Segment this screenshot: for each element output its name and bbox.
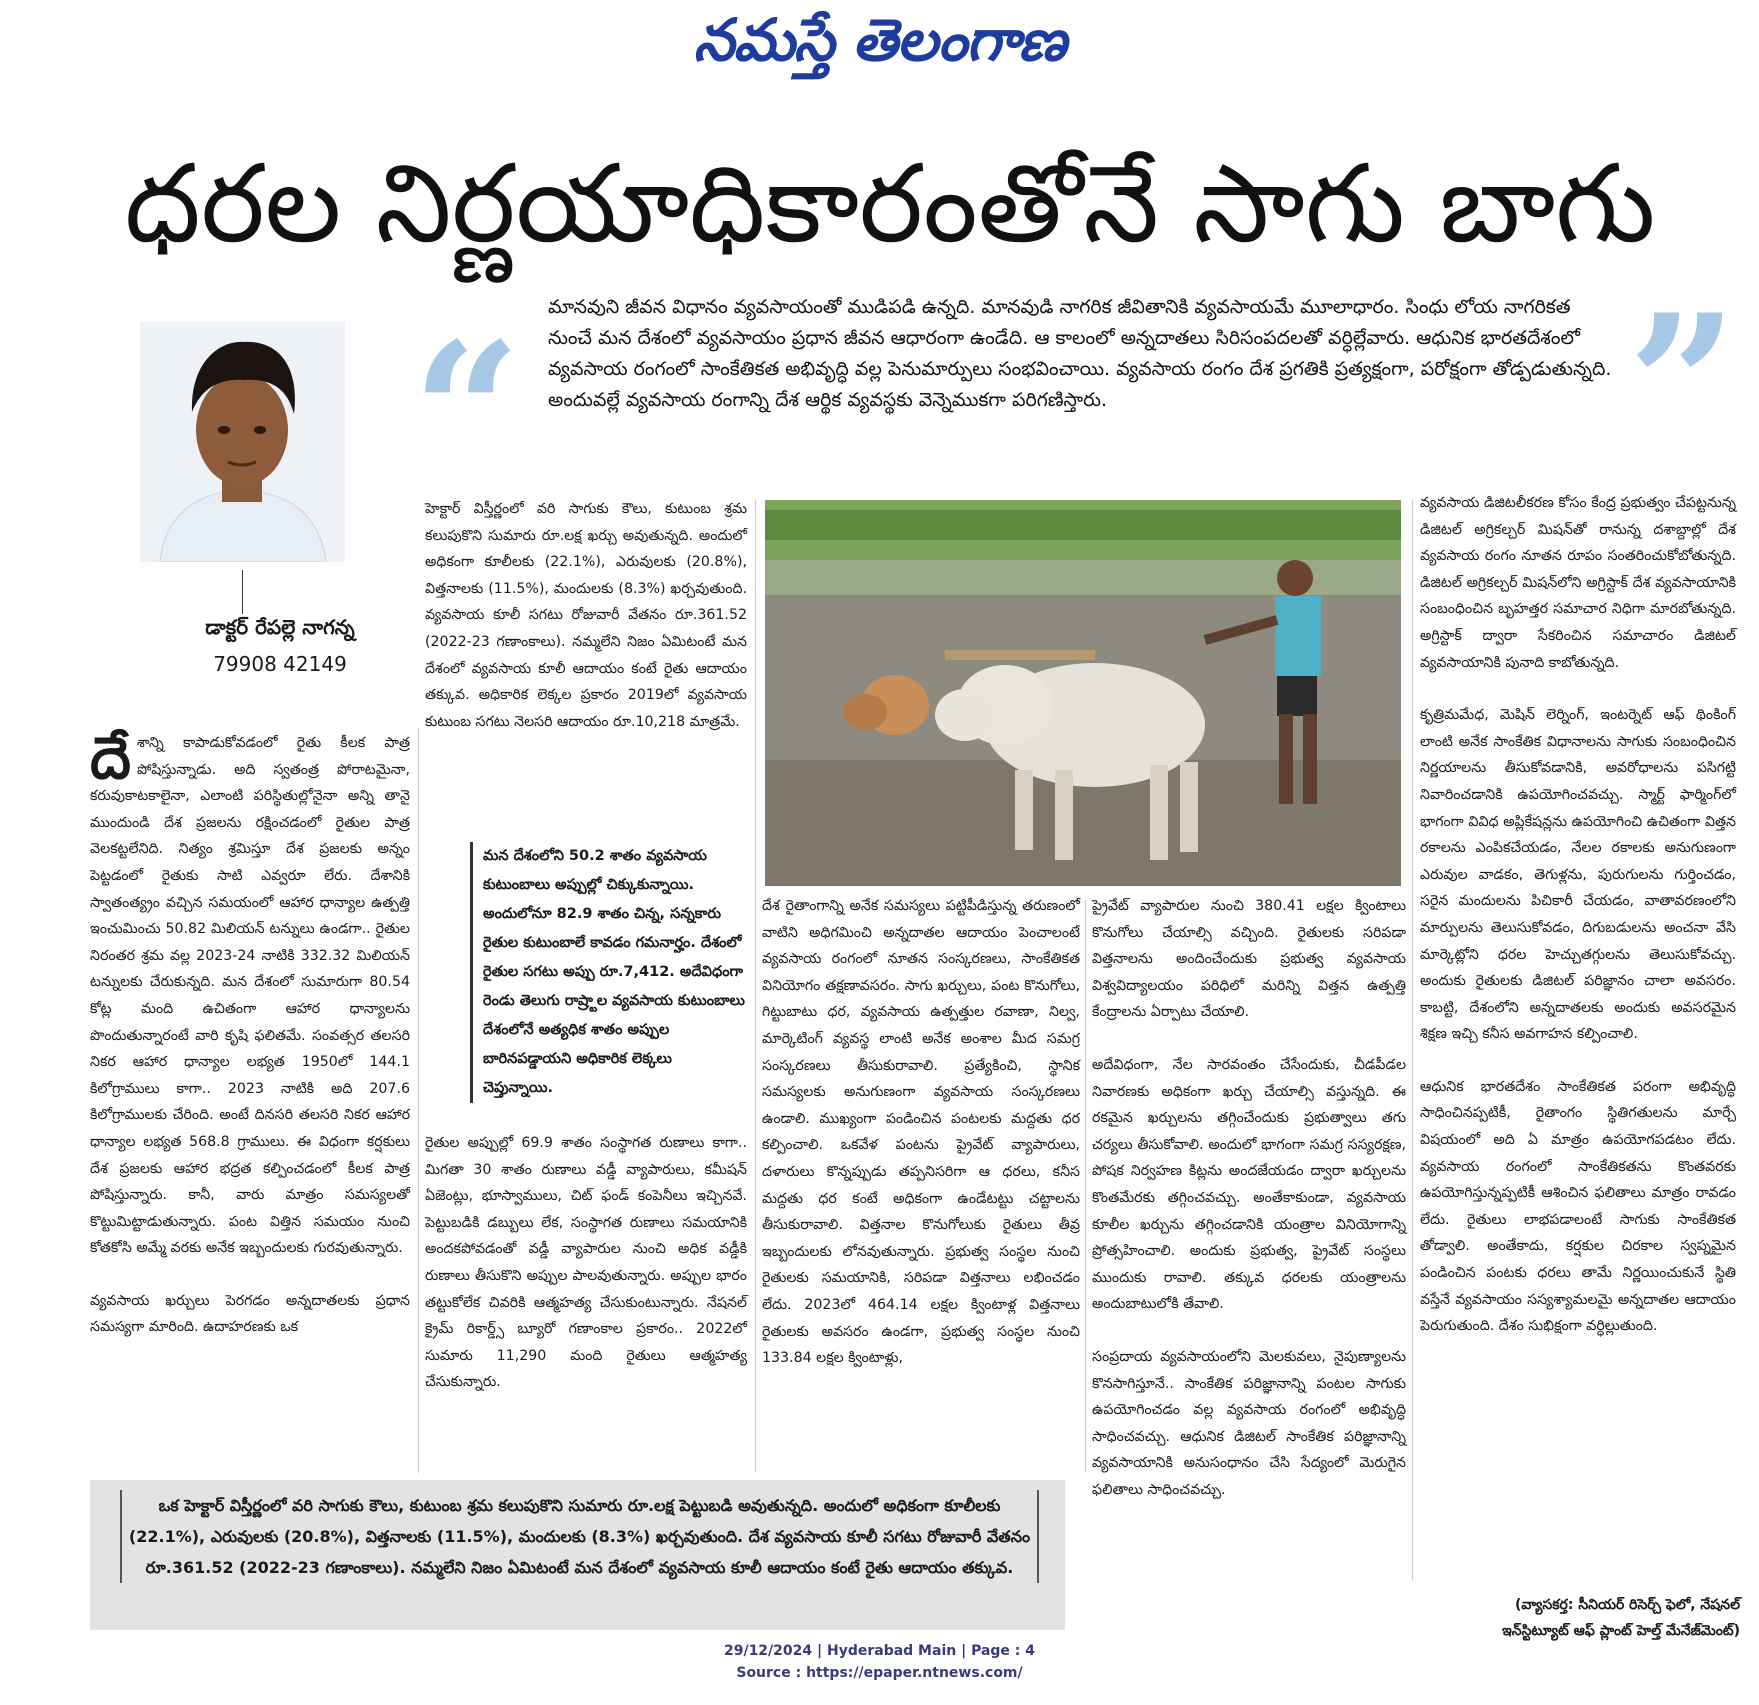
footer	[0, 1640, 1759, 1684]
author-divider	[242, 570, 243, 614]
paragraph: కృత్రిమమేధ, మెషిన్ లెర్నింగ్, ఇంటర్నెట్ ఆఫ్ థింకింగ్ లాంటి అనేక సాంకేతిక విధానాలను సాగుకు సంబంధించిన నిర్ణయాలను తీసుకోవడానికి, అవరోధాలను పసిగట్టి నివారించడానికి ఉపయోగించవచ్చు. స్మార్ట్ ఫార్మింగ్‌లో భాగంగా వివిధ అప్లికేషన్లను ఉపయోగించి ఉచితంగా విత్తన రకాలను ఎంపికచేయడం, నేలల రకాలకు అనుగుణంగా ఎరువుల వాడకం, తెగుళ్లను, పురుగులను గుర్తించడం, సరైన మందులను పిచికారీ చేయడం, వాతావరణంలోని మార్పులను తెలుసుకోవడం, దిగుబడులను అంచనా వేసి మార్కెట్లోని ధరల హెచ్చుతగ్గులను తెలుసుకోవచ్చు. అందుకు రైతులకు డిజిటల్ పరిజ్ఞానం చాలా అవసరం. కాబట్టి, దేశంలోని అన్నదాతలకు అందుకు అవసరమైన శిక్షణ ఇచ్చి కనీస అవగాహన కల్పించాలి.	[1420, 707, 1736, 1043]
column-rule	[418, 728, 419, 1473]
column-rule	[1085, 900, 1086, 1472]
paragraph: హెక్టార్ విస్తీర్ణంలో వరి సాగుకు కౌలు, కుటుంబ శ్రమ కలుపుకొని సుమారు రూ.లక్ష ఖర్చు అవుతున్నది. అందులో అధికంగా కూలీలకు (22.1%), ఎరువులకు (20.8%), విత్తనాలకు (11.5%), మందులకు (8.3%) ఖర్చవుతుంది. వ్యవసాయ కూలీ సగటు రోజువారీ వేతనం రూ.361.52 (2022-23 గణాంకాలు). నమ్మలేని నిజం ఏమిటంటే మన దేశంలో వ్యవసాయ కూలీ ఆదాయం కంటే రైతు ఆదాయం తక్కువ. అధికారిక లెక్కల ప్రకారం 2019లో వ్యవసాయ కుటుంబ సగటు నెలసరి ఆదాయం రూ.10,218 మాత్రమే.	[425, 501, 747, 730]
highlight-text: ఒక హెక్టార్ విస్తీర్ణంలో వరి సాగుకు కౌలు, కుటుంబ శ్రమ కలుపుకొని సుమారు రూ.లక్ష పెట్టుబడి అవుతున్నది. అందులో అధికంగా కూలీలకు (22.1%), ఎరువులకు (20.8%), విత్తనాలకు (11.5%), మందులకు (8.3%) ఖర్చవుతుంది. దేశ వ్యవసాయ కూలీ సగటు రోజువారీ వేతనం రూ.361.52 (2022-23 గణాంకాలు). నమ్మలేని నిజం ఏమిటంటే మన దేశంలో వ్యవసాయ కూలీ ఆదాయం కంటే రైతు ఆదాయం తక్కువ.	[120, 1490, 1039, 1583]
paragraph: ఆధునిక భారతదేశం సాంకేతికత పరంగా అభివృద్ధి సాధించినప్పటికీ, రైతాంగం స్థితిగతులను మార్చే విషయంలో అది ఏ మాత్రం ఉపయోగపడటం లేదు. వ్యవసాయ రంగంలో సాంకేతికతను కొంతవరకు ఉపయోగిస్తున్నప్పటికీ ఆశించిన ఫలితాలు మాత్రం రావడం లేదు. రైతులు లాభపడాలంటే సాగుకు సాంకేతికత తోడ్వాలి. అంతేకాదు, కర్షకుల చిరకాల స్వప్నమైన పండించిన పంటకు ధరలు తామే నిర్ణయించుకునే స్థితి వస్తేనే వ్యవసాయం సస్యశ్యామలమై అన్నదాతల ఆదాయం పెరుగుతుంది. దేశం సుభిక్షంగా వర్ధిల్లుతుంది.	[1420, 1078, 1736, 1335]
article-column-3	[762, 893, 1080, 1398]
author-phone: 79908 42149	[213, 652, 347, 676]
masthead-logo: నమస్తే తెలంగాణ	[693, 6, 1066, 74]
article-column-2-lower	[425, 1130, 747, 1422]
article-column-5	[1420, 490, 1736, 1366]
author-photo	[140, 322, 345, 562]
headline: ధరల నిర్ణయాధికారంతోనే సాగు బాగు	[124, 142, 1656, 267]
dropcap: దే	[90, 724, 131, 792]
paragraph: రైతుల అప్పుల్లో 69.9 శాతం సంస్థాగత రుణాలు కాగా.. మిగతా 30 శాతం రుణాలు వడ్డీ వ్యాపారులు, కమీషన్ ఏజెంట్లు, భూస్వాములు, చిట్ ఫండ్ కంపెనీలు ఇచ్చినవే. పెట్టుబడికి డబ్బులు లేక, సంస్థాగత రుణాలు సమయానికి అందకపోవడంతో వడ్డీ వ్యాపారుల నుంచి అధిక వడ్డీకి రుణాలు తీసుకొని అప్పుల పాలవుతున్నారు. అప్పుల భారం తట్టుకోలేక చివరికి ఆత్మహత్య చేసుకుంటున్నారు. నేషనల్ క్రైమ్ రికార్డ్స్ బ్యూరో గణాంకాల ప్రకారం.. 2022లో సుమారు 11,290 మంది రైతులు ఆత్మహత్య చేసుకున్నారు.	[425, 1135, 747, 1391]
paragraph: శాన్ని కాపాడుకోవడంలో రైతు కీలక పాత్ర పోషిస్తున్నాడు. అది స్వతంత్ర పోరాటమైనా, కరువుకాటకాలైనా, ఎలాంటి పరిస్థితుల్లోనైనా అన్ని తానై ముందుండి దేశ ప్రజలను రక్షించడంలో రైతుల పాత్ర వెలకట్టలేనిది. నిత్యం శ్రమిస్తూ దేశ ప్రజలకు అన్నం పెట్టడంలో రైతుకు సాటి ఎవ్వరూ లేరు. దేశానికి స్వాతంత్య్రం వచ్చిన సమయంలో ఆహార ధాన్యాల ఉత్పత్తి ఇంచుమించు 50.82 మిలియన్ టన్నులు ఉండగా.. రైతుల నిరంతర శ్రమ వల్ల 2023-24 నాటికి 332.32 మిలియన్ టన్నులకు చేరుకున్నది. మన దేశంలో సుమారుగా 80.54 కోట్ల మంది ఉచితంగా ఆహార ధాన్యాలను పొందుతున్నారంటే వారి కృషి ఫలితమే. సంవత్సర తలసరి నికర ఆహార ధాన్యాల లభ్యత 1950లో 144.1 కిలోగ్రాములు కాగా.. 2023 నాటికి అది 207.6 కిలోగ్రాములకు చేరింది. అంటే దినసరి తలసరి నికర ఆహార ధాన్యాల లభ్యత 568.8 గ్రాములు. ఈ విధంగా కర్షకులు దేశ ప్రజలకు ఆహార భద్రత కల్పించడంలో కీలక పాత్ర పోషిస్తున్నారు. కానీ, వారు మాత్రం సమస్యలతో కొట్టుమిట్టాడుతున్నారు. పంట విత్తిన సమయం నుంచి కోతకోసి అమ్మే వరకు అనేక ఇబ్బందులకు గురవుతున్నారు.	[90, 735, 410, 1257]
paragraph: సంప్రదాయ వ్యవసాయంలోని మెలకువలు, నైపుణ్యాలను కొనసాగిస్తూనే.. సాంకేతిక పరిజ్ఞానాన్ని పంటల సాగుకు ఉపయోగించడం వల్ల వ్యవసాయ రంగంలో అభివృద్ధి సాధించవచ్చు. ఆధునిక డిజిటల్ సాంకేతిక పరిజ్ఞానాన్ని వ్యవసాయానికి అనుసంధానం చేసి సేద్యంలో మెరుగైన ఫలితాలు సాధించవచ్చు.	[1092, 1348, 1406, 1498]
footer-source-link[interactable]: Source : https://epaper.ntnews.com/	[736, 1665, 1023, 1681]
farmer-ploughing-photo	[765, 500, 1401, 886]
paragraph: వ్యవసాయ ఖర్చులు పెరగడం అన్నదాతలకు ప్రధాన సమస్యగా మారింది. ఉదాహరణకు ఒక	[90, 1292, 410, 1336]
paragraph: ప్రైవేట్ వ్యాపారుల నుంచి 380.41 లక్షల క్వింటాలు కొనుగోలు చేయాల్సి వచ్చింది. రైతులకు సరిపడా విత్తనాలను అందించేందుకు ప్రభుత్వ వ్యవసాయ విశ్వవిద్యాలయం పరిధిలో మరిన్ని విత్తన ఉత్పత్తి కేంద్రాలను ఏర్పాటు చేయాలి.	[1092, 898, 1406, 1021]
footer-edition: 29/12/2024 | Hyderabad Main | Page : 4	[723, 1643, 1036, 1659]
pull-quote: మన దేశంలోని 50.2 శాతం వ్యవసాయ కుటుంబాలు అప్పుల్లో చిక్కుకున్నాయి. అందులోనూ 82.9 శాతం చిన్న, సన్నకారు రైతుల కుటుంబాలే కావడం గమనార్హం. దేశంలో రైతుల సగటు అప్పు రూ.7,412. అదేవిధంగా రెండు తెలుగు రాష్ర్టాల వ్యవసాయ కుటుంబాలు దేశంలోనే అత్యధిక శాతం అప్పుల బారినపడ్డాయని అధికారిక లెక్కలు చెప్తున్నాయి.	[470, 842, 745, 1103]
column-rule	[755, 500, 756, 1472]
quote-close-icon: ”	[1628, 273, 1738, 496]
paragraph: దేశ రైతాంగాన్ని అనేక సమస్యలు పట్టిపీడిస్తున్న తరుణంలో వాటిని అధిగమించి అన్నదాతల ఆదాయం పెంచాలంటే వ్యవసాయ రంగంలో నూతన సంస్కరణలు, సాంకేతికత వినియోగం తక్షణావసరం. సాగు ఖర్చులు, పంట కొనుగోలు, గిట్టుబాటు ధర, వ్యవసాయ ఉత్పత్తుల రవాణా, నిల్వ, మార్కెటింగ్ వ్యవస్థ లాంటి అనేక అంశాల మీద సమగ్ర సంస్కరణలు తీసుకురావాలి. ప్రత్యేకించి, స్థానిక సమస్యలకు అనుగుణంగా వ్యవసాయ సంస్కరణలు ఉండాలి. ముఖ్యంగా పండించిన పంటలకు మద్దతు ధర కల్పించాలి. ఒకవేళ పంటను ప్రైవేట్ వ్యాపారులు, దళారులు కొన్నప్పుడు తప్పనిసరిగా ఆ ధరలు, కనీస మద్దతు ధర కంటే అధికంగా ఉండేటట్టు చట్టాలను తీసుకురావాలి. విత్తనాల కొనుగోలుకు రైతులు తీవ్ర ఇబ్బందులకు లోనవుతున్నారు. ప్రభుత్వ సంస్థల నుంచి రైతులకు సమయానికి, సరిపడా విత్తనాలు లభించడం లేదు. 2023లో 464.14 లక్షల క్వింటాళ్ల విత్తనాలు రైతులకు అవసరం ఉండగా, ప్రభుత్వ సంస్థల నుంచి 133.84 లక్షల క్వింటాళ్లు,	[762, 898, 1080, 1367]
intro-paragraph: మానవుని జీవన విధానం వ్యవసాయంతో ముడిపడి ఉన్నది. మానవుడి నాగరిక జీవితానికి వ్యవసాయమే మూలాధారం. సింధు లోయ నాగరికత నుంచే మన దేశంలో వ్యవసాయం ప్రధాన జీవన ఆధారంగా ఉండేది. ఆ కాలంలో అన్నదాతలు సిరిసంపదలతో వర్ధిల్లేవారు. ఆధునిక భారతదేశంలో వ్యవసాయ రంగంలో సాంకేతికత అభివృద్ధి వల్ల పెనుమార్పులు సంభవించాయి. వ్యవసాయ రంగం దేశ ప్రగతికి ప్రత్యక్షంగా, పరోక్షంగా తోడ్పడుతున్నది. అందువల్లే వ్యవసాయ రంగాన్ని దేశ ఆర్థిక వ్యవస్థకు వెన్నెముకగా పరిగణిస్తారు.	[548, 296, 1612, 411]
highlight-box	[90, 1480, 1065, 1630]
quote-open-icon: “	[412, 301, 522, 524]
paragraph: వ్యవసాయ డిజిటలీకరణ కోసం కేంద్ర ప్రభుత్వం చేపట్టనున్న డిజిటల్ అగ్రికల్చర్ మిషన్‌తో రానున్న దశాబ్దాల్లో దేశ వ్యవసాయ రంగం నూతన రూపం సంతరించుకోబోతున్నది. డిజిటల్ అగ్రికల్చర్ మిషన్‌లోని అగ్రిస్టాక్ దేశ వ్యవసాయానికి సంబంధించిన బృహత్తర సమాచార నిధిగా మారబోతున్నది. అగ్రిస్టాక్ ద్వారా సేకరించిన సమాచారం డిజిటల్ వ్యవసాయానికి పునాది కాబోతున్నది.	[1420, 495, 1736, 671]
author-note-line-1: (వ్యాసకర్త: సీనియర్ రిసెర్చ్ ఫెలో, నేషనల్	[1514, 1597, 1740, 1613]
author-name: డాక్టర్ రేపల్లె నాగన్న	[205, 615, 355, 639]
author-note-line-2: ఇన్‌స్టిట్యూట్ ఆఫ్ ప్లాంట్ హెల్త్ మేనేజ్‌మెంట్)	[1502, 1623, 1740, 1639]
article-column-4	[1092, 893, 1406, 1529]
column-rule	[1412, 500, 1413, 1580]
paragraph: అదేవిధంగా, నేల సారవంతం చేసేందుకు, చీడపీడల నివారణకు అధికంగా ఖర్చు చేయాల్సి వస్తున్నది. ఈ రకమైన ఖర్చులను తగ్గించేందుకు ప్రభుత్వాలు తగు చర్యలు తీసుకోవాలి. అందులో భాగంగా సమగ్ర సస్యరక్షణ, పోషక నిర్వహణ కిట్లను అందజేయడం ద్వారా ఖర్చులను కొంతమేరకు తగ్గించవచ్చు. అంతేకాకుండా, వ్యవసాయ కూలీల ఖర్చును తగ్గించడానికి యంత్రాల వినియోగాన్ని ప్రోత్సహించాలి. అందుకు ప్రభుత్వ, ప్రైవేట్ సంస్థలు ముందుకు రావాలి. తక్కువ ధరలకు యంత్రాలను అందుబాటులోకి తేవాలి.	[1092, 1056, 1406, 1313]
article-column-1	[90, 724, 410, 1367]
author-note	[1420, 1592, 1740, 1644]
article-column-2	[425, 496, 747, 761]
